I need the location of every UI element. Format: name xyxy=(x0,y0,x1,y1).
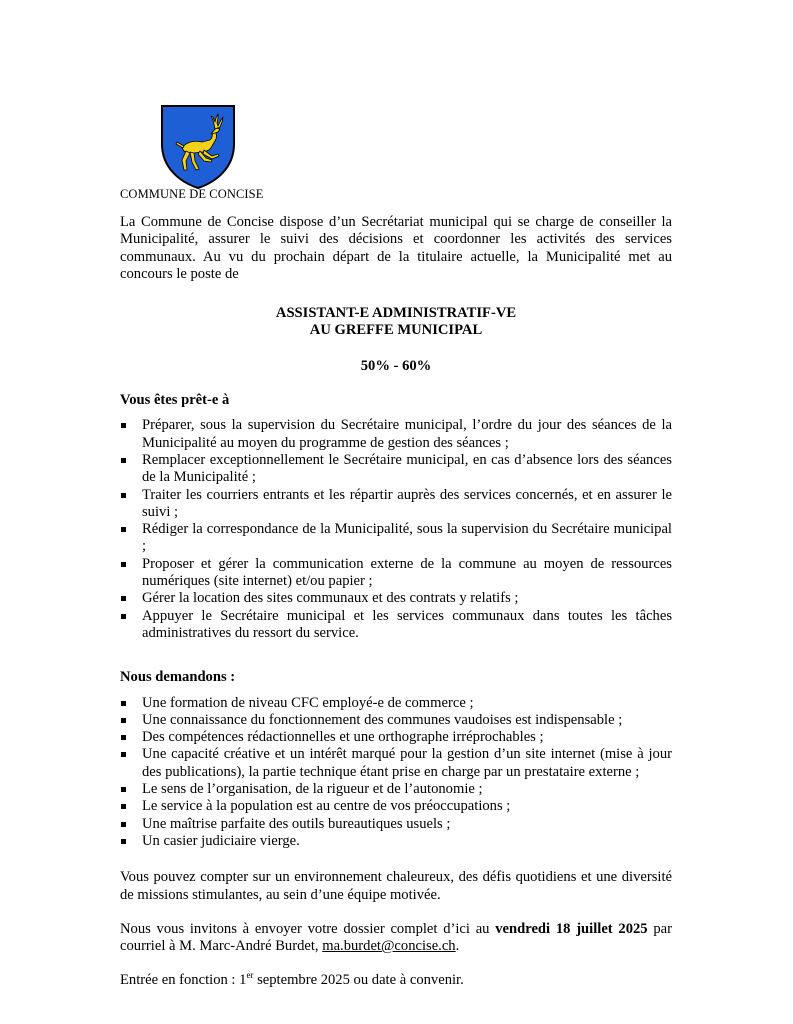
list-item: Rédiger la correspondance de la Municipalité, sous la supervision du Secrétaire municipal ; xyxy=(120,521,672,556)
contact-email-link[interactable]: ma.burdet@concise.ch xyxy=(322,938,456,955)
list-item: Gérer la location des sites communaux et des contrats y relatifs ; xyxy=(120,590,672,607)
document-body xyxy=(120,214,672,990)
job-title-line2: AU GREFFE MUNICIPAL xyxy=(309,322,483,339)
list-item: Une maîtrise parfaite des outils bureautiques usuels ; xyxy=(120,816,672,833)
application-text-after: . xyxy=(455,938,460,955)
application-paragraph xyxy=(120,921,672,956)
job-title-line1: ASSISTANT-E ADMINISTRATIF-VE xyxy=(275,305,517,322)
list-item: Des compétences rédactionnelles et une orthographe irréprochables ; xyxy=(120,729,672,746)
requirements-heading: Nous demandons : xyxy=(120,669,236,686)
start-superscript: er xyxy=(246,970,254,981)
start-prefix: Entrée en fonction : 1 xyxy=(120,972,247,989)
list-item: Une connaissance du fonctionnement des communes vaudoises est indispensable ; xyxy=(120,712,672,729)
intro-paragraph: La Commune de Concise dispose d’un Secrétariat municipal qui se charge de conseiller la Municipalité, assurer le suivi des décisions et coordonner les activités des services communaux. Au vu du prochain départ de la titulaire actuelle, la Municipalité met au concours le poste de xyxy=(120,214,672,282)
start-suffix: septembre 2025 ou date à convenir. xyxy=(253,972,464,989)
tasks-heading: Vous êtes prêt-e à xyxy=(120,392,230,409)
list-item: Traiter les courriers entrants et les répartir auprès des services concernés, et en assurer le suivi ; xyxy=(120,487,672,522)
application-text-middle: par courriel à M. Marc-André Burdet, xyxy=(120,920,672,955)
list-item: Appuyer le Secrétaire municipal et les services communaux dans toutes les tâches administratives du ressort du service. xyxy=(120,608,672,643)
application-text-before: Nous vous invitons à envoyer votre dossier complet d’ici au xyxy=(120,920,496,937)
concise-coat-of-arms-icon xyxy=(160,104,236,190)
list-item: Le sens de l’organisation, de la rigueur et de l’autonomie ; xyxy=(120,781,672,798)
list-item: Un casier judiciaire vierge. xyxy=(120,833,672,850)
list-item: Une capacité créative et un intérêt marqué pour la gestion d’un site internet (mise à jour des publications), la partie technique étant prise en charge par un prestataire externe ; xyxy=(120,746,672,781)
list-item: Remplacer exceptionnellement le Secrétaire municipal, en cas d’absence lors des séances de la Municipalité ; xyxy=(120,452,672,487)
application-deadline: vendredi 18 juillet 2025 xyxy=(495,920,648,937)
list-item: Le service à la population est au centre de vos préoccupations ; xyxy=(120,798,672,815)
start-date-paragraph xyxy=(120,972,672,989)
list-item: Préparer, sous la supervision du Secrétaire municipal, l’ordre du jour des séances de la Municipalité au moyen du programme de gestion des séances ; xyxy=(120,417,672,452)
list-item: Une formation de niveau CFC employé-e de commerce ; xyxy=(120,695,672,712)
job-rate: 50% - 60% xyxy=(360,357,432,374)
offer-paragraph: Vous pouvez compter sur un environnement chaleureux, des défis quotidiens et une diversité de missions stimulantes, au sein d’une équipe motivée. xyxy=(120,869,672,903)
tasks-list xyxy=(120,417,672,642)
commune-name: COMMUNE DE CONCISE xyxy=(120,187,264,201)
list-item: Proposer et gérer la communication externe de la commune au moyen de ressources numériques (site internet) et/ou papier ; xyxy=(120,556,672,591)
requirements-list xyxy=(120,695,672,851)
